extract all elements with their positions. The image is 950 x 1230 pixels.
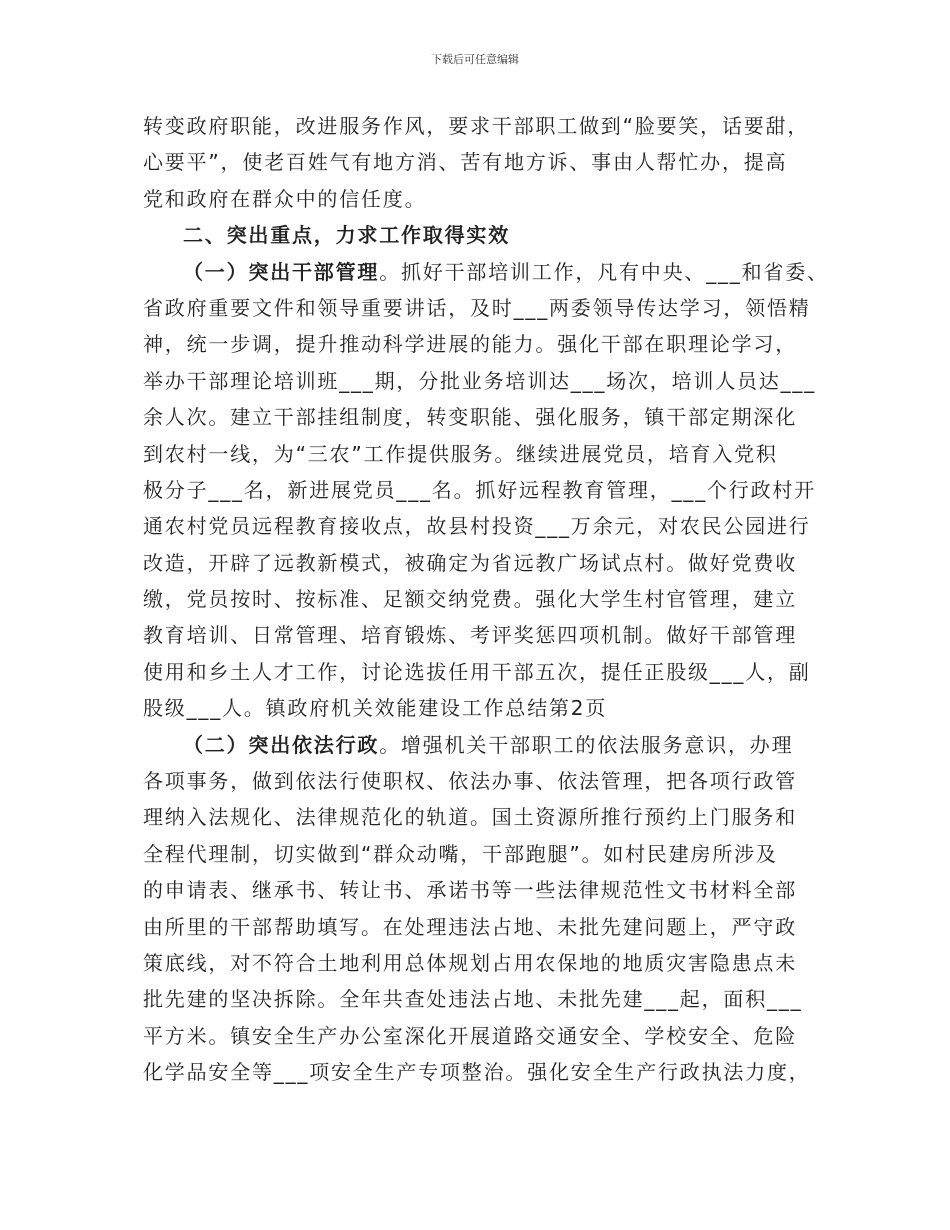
body-line: 通农村党员远程教育接收点，故县村投资___万余元，对农民公园进行	[143, 514, 811, 539]
body-line: 省政府重要文件和领导重要讲话，及时___两委领导传达学习，领悟精	[143, 295, 811, 320]
body-line: 平方米。镇安全生产办公室深化开展道路交通安全、学校安全、危险	[143, 1023, 797, 1048]
paragraph-lead-heading: （一）突出干部管理	[183, 259, 380, 284]
body-line: 各项事务，做到依法行使职权、依法办事、依法管理，把各项行政管	[143, 769, 797, 794]
body-line: 心要平”，使老百姓气有地方消、苦有地方诉、事由人帮忙办，提高	[143, 150, 788, 175]
body-line: 神，统一步调，提升推动科学进展的能力。强化干部在职理论学习，	[143, 332, 797, 357]
paragraph-first-line	[143, 727, 823, 763]
body-line: 举办干部理论培训班___期，分批业务培训达___场次，培训人员达___	[143, 368, 816, 393]
body-line: 股级___人。镇政府机关效能建设工作总结第2页	[143, 696, 608, 721]
body-line: 改造，开辟了远教新模式，被确定为省远教广场试点村。做好党费收	[143, 550, 797, 575]
section-heading: 二、突出重点，力求工作取得实效	[183, 223, 510, 248]
body-line: 使用和乡土人才工作，讨论选拔任用干部五次，提任正股级___人，副	[143, 659, 811, 684]
page-header: 下载后可任意编辑	[431, 53, 519, 66]
body-line: 极分子___名，新进展党员___名。抓好远程教育管理，___个行政村开	[143, 477, 816, 502]
body-line: 的申请表、继承书、转让书、承诺书等一些法律规范性文书材料全部	[143, 878, 797, 903]
body-line: 策底线，对不符合土地利用总体规划占用农保地的地质灾害隐患点未	[143, 950, 797, 975]
body-line: 批先建的坚决拆除。全年共查处违法占地、未批先建___起，面积___	[143, 987, 803, 1012]
body-line: 化学品安全等___项安全生产专项整治。强化安全生产行政执法力度，	[143, 1060, 811, 1085]
body-line: 全程代理制，切实做到“群众动嘴，干部跑腿”。如村民建房所涉及	[143, 841, 778, 866]
body-line: 缴，党员按时、按标准、足额交纳党费。强化大学生村官管理，建立	[143, 587, 797, 612]
paragraph-text: 。抓好干部培训工作，凡有中央、___和省委、	[379, 259, 829, 284]
body-line: 转变政府职能，改进服务作风，要求干部职工做到“脸要笑，话要甜，	[143, 114, 810, 138]
paragraph-lead-heading: （二）突出依法行政	[183, 732, 380, 757]
paragraph-first-line	[143, 254, 829, 290]
body-line: 由所里的干部帮助填写。在处理违法占地、未批先建问题上，严守政	[143, 914, 797, 939]
body-line: 党和政府在群众中的信任度。	[143, 186, 427, 211]
body-line: 理纳入法规化、法律规范化的轨道。国土资源所推行预约上门服务和	[143, 805, 797, 830]
paragraph-text: 。增强机关干部职工的依法服务意识，办理	[379, 732, 794, 757]
body-line: 到农村一线，为“三农”工作提供服务。继续进展党员，培育入党积	[143, 441, 778, 466]
document-body	[143, 108, 829, 1091]
body-line: 教育培训、日常管理、培育锻炼、考评奖惩四项机制。做好干部管理	[143, 623, 797, 648]
body-line: 余人次。建立干部挂组制度，转变职能、强化服务，镇干部定期深化	[143, 405, 797, 430]
